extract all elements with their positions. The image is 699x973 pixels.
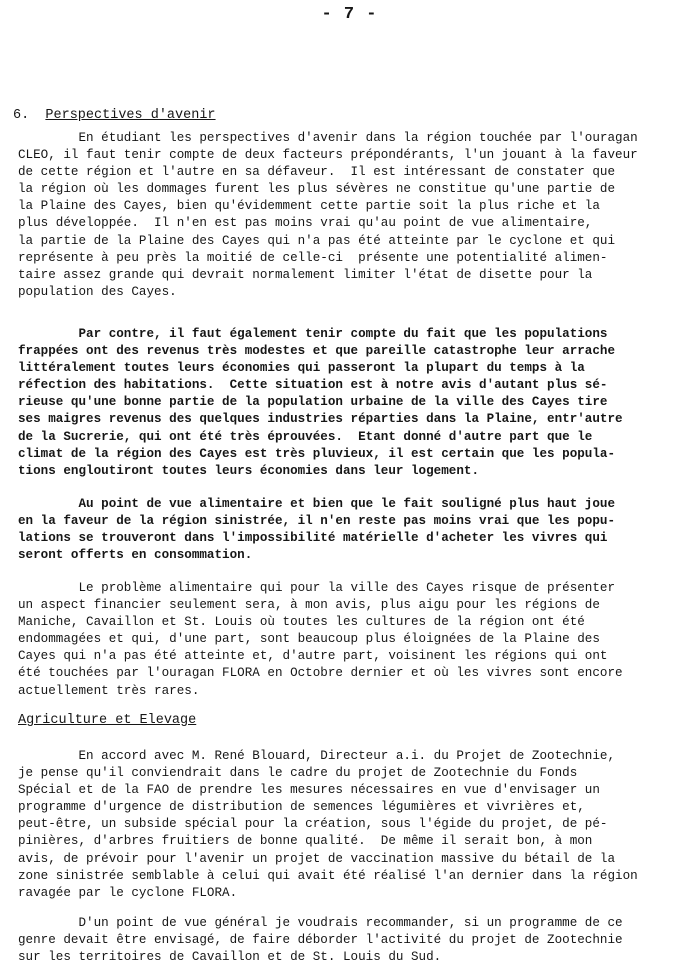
text-line: programme d'urgence de distribution de semences légumières et vivrières et, [18, 800, 585, 815]
section-title: Perspectives d'avenir [45, 108, 216, 123]
text-line: en la faveur de la région sinistrée, il n'en reste pas moins vrai que les popu- [18, 514, 616, 529]
text-line: avis, de prévoir pour l'avenir un projet de vaccination massive du bétail de la [18, 851, 616, 866]
text-line: de la Sucrerie, qui ont été très éprouvées. Etant donné d'autre part que le [18, 429, 593, 444]
text-line: genre devait être envisagé, de faire déborder l'activité du projet de Zootechnie [18, 933, 623, 948]
text-line: un aspect financier seulement sera, à mon avis, plus aigu pour les régions de [18, 598, 600, 613]
text-line: En étudiant les perspectives d'avenir dans la région touchée par l'ouragan [18, 131, 638, 145]
text-line: Maniche, Cavaillon et St. Louis où toutes les cultures de la région ont été [18, 615, 585, 630]
text-line: ravagée par le cyclone FLORA. [18, 885, 238, 900]
text-line: En accord avec M. René Blouard, Directeur a.i. du Projet de Zootechnie, [18, 749, 616, 763]
text-line: je pense qu'il conviendrait dans le cadre du projet de Zootechnie du Fonds [18, 766, 578, 781]
text-line: Par contre, il faut également tenir compte du fait que les populations [18, 327, 608, 341]
text-line: seront offerts en consommation. [18, 548, 253, 563]
subsection-title: Agriculture et Elevage [18, 713, 197, 728]
text-line: peut-être, un subside spécial pour la création, sous l'égide du projet, de pé- [18, 817, 608, 832]
text-line: Cayes qui n'a pas été atteinte et, d'autre part, voisinent les régions qui ont [18, 649, 608, 664]
paragraph-outlook-1 [18, 130, 690, 301]
text-line: population des Cayes. [18, 284, 177, 299]
text-line: plus développée. Il n'en est pas moins vrai qu'au point de vue alimentaire, [18, 216, 593, 231]
paragraph-agriculture-1 [18, 748, 690, 902]
text-line: rieuse qu'une bonne partie de la population urbaine de la ville des Cayes tire [18, 395, 608, 410]
text-line: zone sinistrée semblable à celui qui avait été réalisé l'an dernier dans la région [18, 868, 638, 883]
text-line: ses maigres revenus des quelques industries réparties dans la Plaine, entr'autre [18, 412, 623, 427]
paragraph-outlook-3 [18, 496, 690, 564]
text-line: climat de la région des Cayes est très pluvieux, il est certain que les popula- [18, 446, 616, 461]
text-line: D'un point de vue général je voudrais recommander, si un programme de ce [18, 916, 623, 930]
text-line: Au point de vue alimentaire et bien que le fait souligné plus haut joue [18, 497, 616, 511]
text-line: de cette région et l'autre en sa défaveur. Il est intéressant de constater que [18, 165, 616, 180]
paragraph-outlook-4 [18, 580, 690, 700]
text-line: réfection des habitations. Cette situation est à notre avis d'autant plus sé- [18, 378, 608, 393]
section-number: 6. [13, 108, 30, 123]
section-heading [13, 108, 216, 123]
text-line: endommagées et qui, d'une part, sont beaucoup plus éloignées de la Plaine des [18, 632, 600, 647]
text-line: sur les territoires de Cavaillon et de St. Louis du Sud. [18, 950, 442, 965]
text-line: lations se trouveront dans l'impossibilité matérielle d'acheter les vivres qui [18, 531, 608, 546]
text-line: frappées ont des revenus très modestes et que pareille catastrophe leur arrache [18, 344, 616, 359]
text-line: la Plaine des Cayes, bien qu'évidemment cette partie soit la plus riche et la [18, 199, 600, 214]
paragraph-agriculture-2 [18, 915, 690, 966]
text-line: représente à peu près la moitié de celle-ci présente une potentialité alimen- [18, 250, 608, 265]
page-number: - 7 - [321, 5, 378, 24]
text-line: CLEO, il faut tenir compte de deux facteurs prépondérants, l'un jouant à la faveur [18, 148, 638, 163]
text-line: la région où les dommages furent les plus sévères ne constitue qu'une partie de [18, 182, 616, 197]
text-line: littéralement toutes leurs économies qui passeront la plupart du temps à la [18, 361, 585, 376]
text-line: pinières, d'arbres fruitiers de bonne qualité. De même il serait bon, à mon [18, 834, 593, 849]
text-line: Le problème alimentaire qui pour la ville des Cayes risque de présenter [18, 581, 616, 595]
text-line: Spécial et de la FAO de prendre les mesures nécessaires en vue d'envisager un [18, 783, 600, 798]
text-line: la partie de la Plaine des Cayes qui n'a pas été atteinte par le cyclone et qui [18, 233, 616, 248]
text-line: été touchées par l'ouragan FLORA en Octobre dernier et où les vivres sont encore [18, 666, 623, 681]
text-line: taire assez grande qui devrait normalement limiter l'état de disette pour la [18, 267, 593, 282]
text-line: actuellement très rares. [18, 683, 200, 698]
text-line: tions engloutiront toutes leurs économies dans leur logement. [18, 463, 480, 478]
paragraph-outlook-2 [18, 326, 690, 480]
